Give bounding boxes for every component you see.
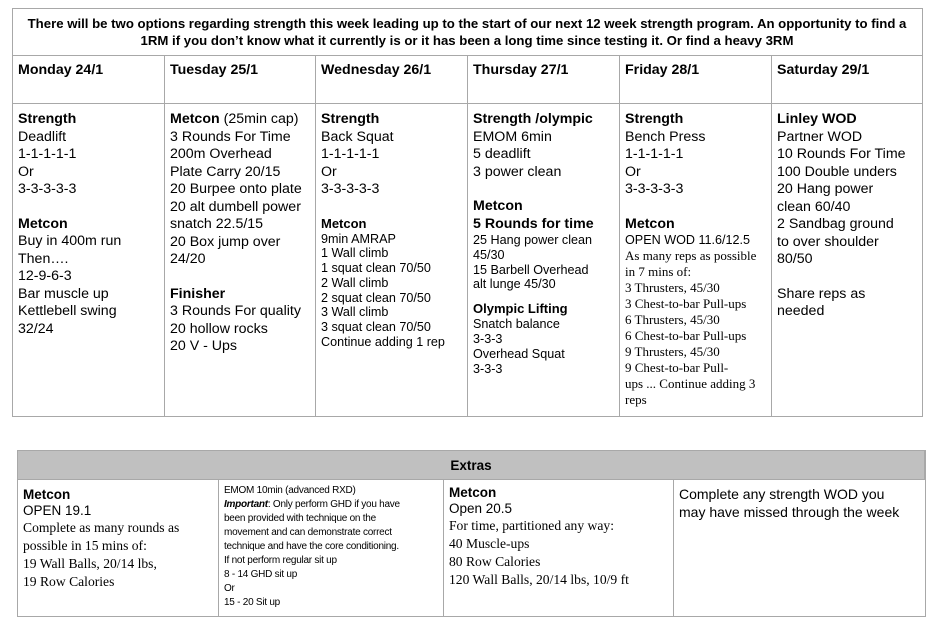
day-workout [321,111,445,350]
text-line: Back Squat [321,128,394,145]
text-line: 19 Wall Balls, 20/14 lbs, [23,556,157,571]
text-line: 3-3-3-3-3 [18,181,77,197]
text-line: 80 Row Calories [449,554,541,569]
text-line: 1 Wall climb [321,246,389,261]
text-line: Or [18,163,34,180]
text-rest: : Only perform GHD if you have [267,499,400,510]
day-header: Thursday 27/1 [473,62,569,78]
text-line: to over shoulder [777,233,879,250]
text-line: 120 Wall Balls, 20/14 lbs, 10/9 ft [449,572,629,587]
text-line: 3-3-3 [473,331,503,346]
section-heading: Metcon [449,485,497,500]
text-line: may have missed through the week [679,504,900,520]
text-line: Kettlebell swing [18,303,117,319]
text-line: Or [625,163,641,180]
text-line: needed [777,303,825,319]
text-line: reps [625,391,647,407]
column-divider [619,55,620,417]
section-heading: Metcon [473,198,523,214]
text-line: 80/50 [777,251,813,267]
text-line: 9 Chest-to-bar Pull- [625,359,729,375]
column-divider [673,480,674,617]
text-line [170,111,302,129]
text-line: Plate Carry 20/15 [170,163,281,180]
text-line: 6 Thrusters, 45/30 [625,311,720,327]
text-line: 1 squat clean 70/50 [321,261,431,276]
text-line: 2 Wall climb [321,275,389,290]
extras-cell [679,485,899,521]
text-line: Bench Press [625,128,706,145]
text-line: Complete as many rounds as [23,520,180,535]
text-line: alt lunge 45/30 [473,277,556,292]
text-line: technique and have the core conditioning. [224,541,399,552]
day-workout [170,111,302,356]
text-line: If not perform regular sit up [224,555,337,566]
text-line: As many reps as possible [625,247,757,263]
section-heading: Linley WOD [777,111,857,127]
spacer [625,199,756,216]
column-divider [443,480,444,617]
spacer [473,292,594,301]
text-line: 15 Barbell Overhead [473,262,589,277]
text-line: clean 60/40 [777,198,851,215]
text-line: 2 squat clean 70/50 [321,290,431,305]
section-heading: Strength [321,111,380,127]
text-line: 3-3-3-3-3 [321,181,380,197]
text-line: Partner WOD [777,128,863,145]
text-line: 200m Overhead [170,146,272,162]
text-line: 3 Chest-to-bar Pull-ups [625,295,747,311]
column-divider [164,55,165,417]
section-heading: 5 Rounds for time [473,215,594,232]
text-line: 20 Burpee onto plate [170,181,302,197]
extras-cell [224,484,400,610]
text-line: Buy in 400m run [18,233,122,249]
section-heading: Olympic Lifting [473,301,568,317]
text-line: 100 Double unders [777,163,897,180]
section-heading: Metcon [23,487,71,502]
day-workout [625,111,756,408]
text-line: ups ... Continue adding 3 [625,375,756,391]
extras-cell [449,485,629,589]
day-header: Tuesday 25/1 [170,62,259,78]
text-line: 24/20 [170,251,206,267]
banner-note: There will be two options regarding strength this week leading up to the start of our next 12 week strength program. An opportunity to find a 1RM if you don’t know what it currently is or it has been a long time since testing it. Or find a heavy 3RM [27,15,907,48]
spacer [777,269,906,286]
text-rest: (25min cap) [219,111,299,127]
text-line: Bar muscle up [18,285,109,302]
section-heading: Strength /olympic [473,111,593,127]
text-line: OPEN WOD 11.6/12.5 [625,233,751,247]
text-line [224,498,400,512]
extras-title: Extras [17,450,925,480]
text-line: been provided with technique on the [224,513,376,524]
text-line: 1-1-1-1-1 [625,146,684,162]
emphasis-text: Metcon [170,111,220,127]
section-heading: Metcon [625,215,675,232]
text-line: 6 Chest-to-bar Pull-ups [625,327,747,343]
text-line: snatch 22.5/15 [170,216,264,232]
text-line: OPEN 19.1 [23,503,92,518]
spacer [321,199,445,216]
text-line: 20 Box jump over [170,233,281,250]
text-line: 3 Rounds For Time [170,128,291,145]
section-heading: Finisher [170,285,226,302]
text-line: Deadlift [18,128,67,145]
text-line: 5 deadlift [473,146,531,162]
text-line: 12-9-6-3 [18,268,72,284]
text-line: Or [321,163,337,180]
text-line: 32/24 [18,320,54,337]
text-line: 20 hollow rocks [170,320,268,337]
text-line: 20 alt dumbell power [170,198,301,215]
column-divider [218,480,219,617]
text-line: 3 Rounds For quality [170,303,301,319]
spacer [18,199,121,216]
text-line: Or [224,583,235,594]
text-line: 1-1-1-1-1 [18,146,77,162]
day-workout [473,111,594,376]
day-header: Saturday 29/1 [777,62,870,78]
text-line: 10 Rounds For Time [777,146,906,162]
text-line: 15 - 20 Sit up [224,597,280,608]
text-line: 1-1-1-1-1 [321,146,380,162]
text-line: 3 power clean [473,163,562,180]
text-line: in 7 mins of: [625,263,692,279]
section-heading: Metcon [18,215,68,232]
column-divider [771,55,772,417]
day-workout [777,111,906,321]
extras-cell [23,487,179,591]
column-divider [315,55,316,417]
text-line: Snatch balance [473,317,560,332]
text-line: EMOM 6min [473,128,552,145]
section-heading: Metcon [321,215,367,231]
text-line: 3-3-3-3-3 [625,181,684,197]
text-line: EMOM 10min (advanced RXD) [224,485,356,496]
emphasis-text: Important [224,499,268,510]
text-line: possible in 15 mins of: [23,538,147,553]
text-line: 20 Hang power [777,181,874,197]
day-header: Monday 24/1 [18,62,104,78]
section-heading: Strength [18,111,77,127]
day-workout [18,111,121,338]
text-line: For time, partitioned any way: [449,518,614,533]
column-divider [467,55,468,417]
text-line: 2 Sandbag ground [777,216,894,232]
section-heading: Strength [625,111,684,127]
day-header: Friday 28/1 [625,62,700,78]
text-line: 8 - 14 GHD sit up [224,569,298,580]
day-header: Wednesday 26/1 [321,62,432,78]
text-line: Then…. [18,250,69,267]
spacer [473,181,594,198]
text-line: 3 Thrusters, 45/30 [625,279,720,295]
text-line: Overhead Squat [473,346,565,361]
text-line: 20 V - Ups [170,338,238,354]
text-line: 19 Row Calories [23,574,115,589]
text-line: 3 Wall climb [321,305,389,320]
text-line: 45/30 [473,247,505,262]
text-line: Open 20.5 [449,501,513,516]
text-line: 9min AMRAP [321,231,396,246]
text-line: 25 Hang power clean [473,233,593,247]
text-line: Share reps as [777,285,866,302]
text-line: 3 squat clean 70/50 [321,320,431,335]
spacer [170,269,302,286]
text-line: 3-3-3 [473,361,503,376]
text-line: 40 Muscle-ups [449,536,530,551]
text-line: Complete any strength WOD you [679,486,885,502]
text-line: movement and can demonstrate correct [224,527,392,538]
text-line: 9 Thrusters, 45/30 [625,343,720,359]
text-line: Continue adding 1 rep [321,335,445,350]
